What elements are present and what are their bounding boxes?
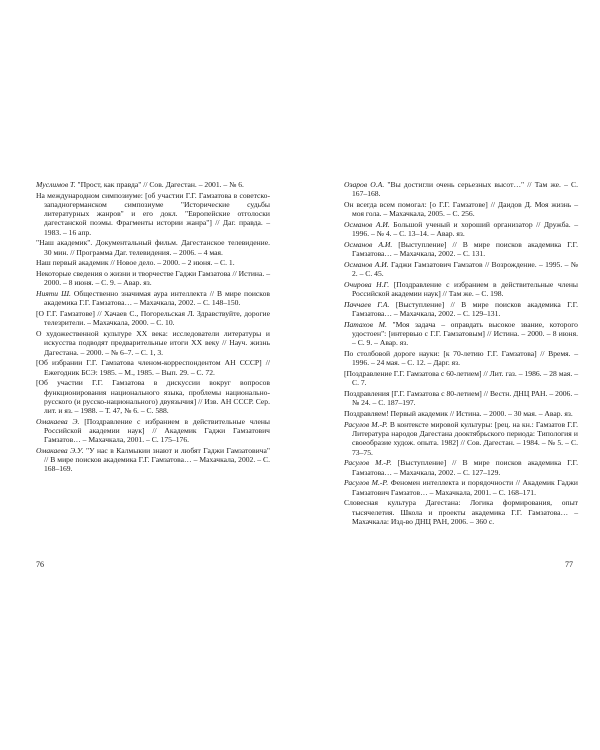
bib-entry xyxy=(36,191,270,237)
entry-text: По столбовой дороге науки: [к 70-летию Г.Г. Гамзатова] // Время. – 1996. – 24 мая. – С. 12. – Дарг. яз. xyxy=(344,349,578,368)
bib-entry xyxy=(344,369,578,387)
entry-text: Словесная культура Дагестана: Логика формирования, опыт тысячелетия. Школа и проекты академика Г.Г. Гамзатова… – Махачкала: Изд-во ДНЦ РАН, 2006. – 360 с. xyxy=(344,498,578,526)
entry-text: [Об избрании Г.Г. Гамзатова членом-корреспондентом АН СССР] // Ежегодник БСЭ: 1985. – М., 1985. – Вып. 29. – С. 72. xyxy=(36,358,270,377)
entry-text: Гаджи Гамзатович Гамзатов // Возрождение. – 1995. – № 2. – С. 45. xyxy=(352,260,578,279)
bib-entry xyxy=(344,478,578,496)
bib-entry xyxy=(36,446,270,474)
bib-entry xyxy=(344,420,578,457)
entry-text: "У нас в Калмыкии знают и любят Гаджи Гамзатовича" // В мире поисков академика Г.Г. Гамзатова… – Махачкала, 2002. – С. 168–169. xyxy=(44,446,270,474)
bib-entry xyxy=(36,258,270,267)
bib-entry xyxy=(344,458,578,476)
entry-author: Озаров О.А. xyxy=(344,180,385,189)
entry-text: Некоторые сведения о жизни и творчестве Гаджи Гамзатова // Истина. – 2000. – 8 июня. – С. 9. – Авар. яз. xyxy=(36,269,270,288)
entry-text: Поздравления [Г.Г. Гамзатова с 80-летием] // Вестн. ДНЦ РАН. – 2006. – № 24. – С. 187–197. xyxy=(344,389,578,408)
entry-author: Омакаева Э. xyxy=(36,416,80,426)
entry-author: Омакаева Э.У. xyxy=(36,446,84,456)
entry-author: Расулов М.-Р. xyxy=(344,420,388,429)
bib-entry xyxy=(36,329,270,357)
bib-entry xyxy=(344,280,578,298)
entry-author: Османов А.И. xyxy=(344,220,390,229)
entry-text: Наш первый академик // Новое дело. – 2000. – 2 июня. – С. 1. xyxy=(36,258,235,268)
entry-text: "Вы достигли очень серьезных высот…" // Там же. – С. 167–168. xyxy=(352,180,579,199)
entry-text: В контексте мировой культуры: [рец. на кн.: Гамзатов Г.Г. Литература народов Дагестана дооктябрьского периода: Типология и своеобразие худож. опыта. 1982] // Сов. Дагестан. – 1984. – № 5. – С. 73–75. xyxy=(352,420,579,457)
bib-entry xyxy=(344,240,578,258)
bib-entry xyxy=(36,378,270,415)
bib-entry xyxy=(36,309,270,327)
bib-entry xyxy=(344,320,578,348)
entry-author: Муслимов Т. xyxy=(36,180,76,189)
entry-text: На международном симпозиуме: [об участии Г.Г. Гамзатова в советско-западногерманском симпозиуме "Исторические судьбы литературных жанров" и его докл. "Европейские отголоски дагестанской поэмы. Фрагменты истории жанра"] // Даг. правда. – 1983. – 16 апр. xyxy=(36,190,270,237)
entry-text: "Наш академик". Документальный фильм. Дагестанское телевидение. 30 мин. // Программа Даг. телевидения. – 2006. – 4 мая. xyxy=(36,238,270,257)
page-number: 76 xyxy=(36,560,44,569)
entry-text: Большой ученый и хороший организатор // Дружба. – 1996. – № 4. – С. 13–14. – Авар. яз. xyxy=(352,220,578,239)
entry-author: Нияти Ш. xyxy=(36,289,71,299)
entry-author: Очирова Н.Г. xyxy=(344,280,390,289)
left-bibliography-column xyxy=(36,180,270,475)
bib-entry xyxy=(344,409,578,418)
bib-entry xyxy=(344,498,578,526)
bib-entry xyxy=(36,417,270,445)
entry-text: Он всегда всем помогал: [о Г.Г. Гамзатове] // Даидов Д. Моя жизнь – моя гола. – Махачкала, 2005. – С. 256. xyxy=(344,200,578,219)
bib-entry xyxy=(36,238,270,256)
entry-text: [Выступление] // В мире поисков академика Г.Г. Гамзатова… – Махачкала, 2002. – С. 127–129. xyxy=(352,458,578,477)
entry-text: "Прост, как правда" // Сов. Дагестан. – 2001. – № 6. xyxy=(75,180,244,189)
right-page xyxy=(300,0,600,750)
entry-text: [О Г.Г. Гамзатове] // Хачаев С., Погорельская Л. Здравствуйте, дорогие телезрители. – Махачкала, 2000. – С. 10. xyxy=(36,309,270,328)
entry-author: Османов А.И. xyxy=(344,260,389,269)
bib-entry xyxy=(344,300,578,318)
bib-entry xyxy=(344,180,578,198)
entry-text: [Поздравление с избранием в действительные члены Российской академии наук] // Академик Гаджи Гамзатович Гамзатов… – Махачкала, 2001. – С. 175–176. xyxy=(44,416,270,445)
entry-text: Общественно значимая аура интеллекта // В мире поисков академика Г.Г. Гамзатова… – Махачкала, 2002. – С. 148–150. xyxy=(44,289,270,308)
entry-text: О художественной культуре XX века: исследователи литературы и искусства подводят предварительные итоги XX веку // Науч. жизнь Дагестана. – 2000. – № 6–7. – С. 1, 3. xyxy=(36,329,270,357)
right-bibliography-column xyxy=(344,180,578,528)
bib-entry xyxy=(344,389,578,407)
entry-text: [Поздравление с избранием в действительные члены Российской академии наук] // Там же. – С. 198. xyxy=(352,280,578,299)
entry-text: "Моя задача – оправдать высокое звание, которого удостоен": [интервью с Г.Г. Гамзатовым] // Истина. – 2000. – 8 июня. – С. 9. – Авар. яз. xyxy=(352,320,578,348)
entry-author: Патахов М. xyxy=(344,320,387,329)
entry-text: [Выступление] // В мире поисков академика Г.Г. Гамзатова… – Махачкала, 2002. – С. 131. xyxy=(352,240,578,259)
bib-entry xyxy=(36,358,270,376)
entry-text: Феномен интеллекта и порядочности // Академик Гаджи Гамзатович Гамзатов… – Махачкала, 2001. – С. 168–171. xyxy=(352,478,578,497)
page-number: 77 xyxy=(565,560,573,569)
entry-text: [Об участии Г.Г. Гамзатова в дискуссии вокруг вопросов функционирования национального языка, проблемы национально-русского (и русско-национального) двуязычия] // Изв. АН СССР. Сер. лит. и яз. – 1988. – Т. 47, № 6. – С. 588. xyxy=(36,378,270,416)
entry-text: [Выступление] // В мире поисков академика Г.Г. Гамзатова… – Махачкала, 2002. – С. 129–131. xyxy=(352,300,578,319)
bib-entry xyxy=(36,289,270,307)
entry-text: Поздравляем! Первый академик // Истина. – 2000. – 30 мая. – Авар. яз. xyxy=(344,409,573,419)
entry-author: Паччаев Г.А. xyxy=(344,300,390,309)
entry-author: Османов А.И. xyxy=(344,240,393,249)
entry-text: [Поздравление Г.Г. Гамзатова с 60-летием] // Лит. газ. – 1986. – 28 мая. – С. 7. xyxy=(344,369,578,388)
entry-author: Расулов М.-Р. xyxy=(344,458,392,468)
bib-entry xyxy=(344,220,578,238)
bib-entry xyxy=(344,200,578,218)
bib-entry xyxy=(36,269,270,287)
bib-entry xyxy=(344,349,578,367)
entry-author: Расулов М.-Р. xyxy=(344,478,389,488)
bib-entry xyxy=(344,260,578,278)
bib-entry xyxy=(36,180,270,189)
